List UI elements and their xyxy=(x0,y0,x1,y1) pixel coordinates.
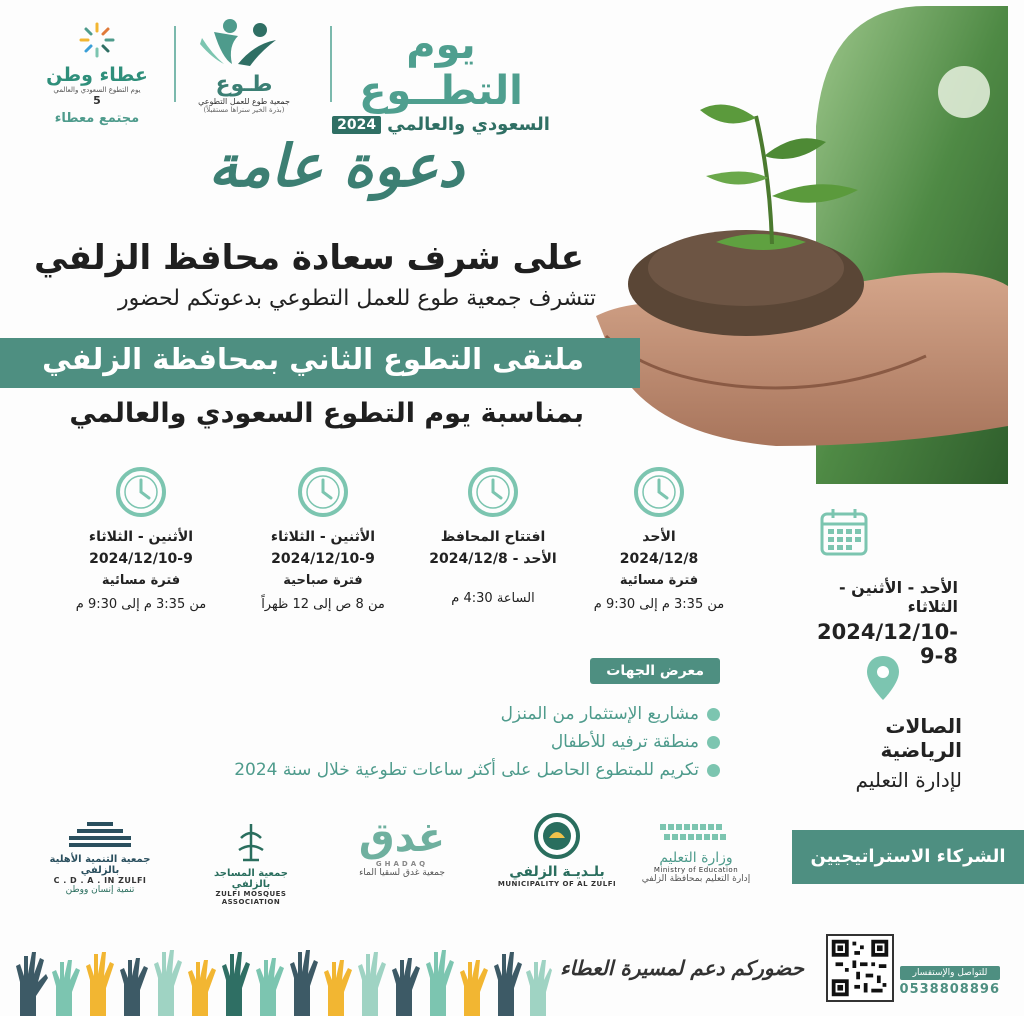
contact-phone[interactable]: 0538808896 xyxy=(899,982,1000,997)
sunburst-icon xyxy=(77,20,117,60)
exhibit-label: معرض الجهات xyxy=(590,658,720,684)
clock-icon xyxy=(633,466,685,518)
ghadaq-logo-text: غدق xyxy=(358,815,446,861)
schedule-day: الأثنين - الثلاثاء xyxy=(270,529,376,545)
footer-slogan: حضوركم دعم لمسيرة العطاء xyxy=(560,956,804,980)
schedule-day: الأحد xyxy=(642,529,676,545)
partner-sub: جمعية غدق لسقيا الماء xyxy=(359,868,445,878)
venue-block xyxy=(802,654,962,792)
partners-label: الشركاء الاستراتيجيين xyxy=(792,830,1024,884)
municipality-emblem-icon xyxy=(533,812,581,860)
exhibit-item-text: مشاريع الإستثمار من المنزل xyxy=(500,704,699,724)
partner-name-en: Ministry of Education xyxy=(653,866,739,874)
schedule-period: فترة مسائية xyxy=(101,573,181,588)
tawa-name: طـوع xyxy=(215,72,273,97)
event-subtitle: السعودي والعالمي xyxy=(387,114,550,135)
venue-name: الصالات الرياضية xyxy=(880,714,962,762)
partner-name: وزارة التعليم xyxy=(659,850,733,866)
schedule-day: الأثنين - الثلاثاء xyxy=(88,529,194,545)
partner-sub: تنمية إنسان ووطن xyxy=(65,885,135,895)
event-title: يوم التطــوع xyxy=(359,22,523,114)
schedule-date: 2024/12/8 xyxy=(619,551,699,567)
calendar-block xyxy=(798,506,958,668)
schedule-item xyxy=(56,466,226,618)
exhibit-item-text: منطقة ترفيه للأطفال xyxy=(550,732,699,752)
mosque-calligraphy-icon xyxy=(231,820,271,864)
hands-plant-image xyxy=(596,6,1008,484)
invitation-title: دعوة عامة xyxy=(208,132,464,200)
partner-logo-moe xyxy=(636,820,756,884)
venue-owner: لإدارة التعليم xyxy=(855,768,962,792)
schedule-time: الساعة 4:30 م xyxy=(451,591,535,606)
occasion-line: بمناسبة يوم التطوع السعودي والعالمي xyxy=(69,398,584,429)
bullet-icon xyxy=(707,708,720,721)
partner-sub: إدارة التعليم بمحافظة الزلفي xyxy=(641,874,751,884)
partner-name: جمعية المساجد بالزلفي xyxy=(214,868,288,890)
partner-name: بلـديـة الزلفي xyxy=(509,864,605,880)
partner-name-en: ZULFI MOSQUES ASSOCIATION xyxy=(215,890,287,906)
list-item xyxy=(120,756,720,784)
schedule-time: من 3:35 م إلى 9:30 م xyxy=(593,597,725,612)
clock-icon xyxy=(297,466,349,518)
ataa-name: عطاء وطن xyxy=(46,64,148,86)
tawa-logo xyxy=(184,18,304,114)
schedule-date: الأحد - 2024/12/8 xyxy=(429,551,557,567)
schedule-time: من 8 ص إلى 12 ظهراً xyxy=(261,597,385,612)
event-title-block xyxy=(326,22,556,135)
schedule-day: افتتاح المحافظ xyxy=(440,529,546,545)
schedule-item xyxy=(408,466,578,612)
invite-line: تتشرف جمعية طوع للعمل التطوعي بدعوتكم لحضور xyxy=(117,286,596,311)
tawa-slogan: (بذرة الخير سنراها مستقبلاً) xyxy=(203,106,285,114)
honor-line: على شرف سعادة محافظ الزلفي xyxy=(33,238,584,278)
location-pin-icon xyxy=(864,654,902,702)
bullet-icon xyxy=(707,736,720,749)
partner-name-en: C . D . A . IN ZULFI xyxy=(53,876,147,885)
schedule-item xyxy=(574,466,744,618)
ataa-desc: يوم التطوع السعودي والعالمي xyxy=(53,86,141,94)
tawa-desc: جمعية طوع للعمل التطوعي xyxy=(198,97,290,106)
event-banner-text: ملتقى التطوع الثاني بمحافظة الزلفي xyxy=(42,342,584,376)
ataa-community: مجتمع معطاء xyxy=(54,111,140,126)
schedule-date: 2024/12/10-9 xyxy=(271,551,375,567)
calendar-dates: 2024/12/10-9-8 xyxy=(817,620,958,668)
schedule-period: فترة صباحية xyxy=(283,573,363,588)
exhibit-item-text: تكريم للمتطوع الحاصل على أكثر ساعات تطوعية خلال سنة 2024 xyxy=(234,760,699,780)
clock-icon xyxy=(467,466,519,518)
partner-logo-mosques xyxy=(196,820,306,906)
partner-name-en: MUNICIPALITY OF AL ZULFI xyxy=(497,880,617,888)
event-year-badge: 2024 xyxy=(332,116,381,134)
ataa-number: 5 xyxy=(93,94,101,107)
list-item xyxy=(120,700,720,728)
bullet-icon xyxy=(707,764,720,777)
header-divider xyxy=(174,26,176,102)
partner-logo-ghadaq xyxy=(332,816,472,878)
ataa-logo xyxy=(34,20,160,126)
tawa-figures-icon xyxy=(194,18,294,68)
partner-name: جمعية التنمية الأهلية بالزلفي xyxy=(49,854,151,876)
raised-hands-decoration xyxy=(14,946,554,1016)
moe-logo-icon xyxy=(656,820,736,846)
clock-icon xyxy=(115,466,167,518)
schedule-date: 2024/12/10-9 xyxy=(89,551,193,567)
calendar-icon xyxy=(818,506,870,558)
partner-logo-municipality xyxy=(492,812,622,888)
qr-code-icon[interactable] xyxy=(826,934,894,1002)
calendar-days: الأحد - الأثنين - الثلاثاء xyxy=(838,578,958,616)
exhibit-list xyxy=(120,700,720,784)
schedule-item xyxy=(238,466,408,618)
partner-name-en: GHADAQ xyxy=(375,860,429,868)
header-divider xyxy=(330,26,332,102)
partner-logo-cda xyxy=(30,820,170,895)
schedule-time: من 3:35 م إلى 9:30 م xyxy=(75,597,207,612)
cda-logo-icon xyxy=(65,820,135,850)
list-item xyxy=(120,728,720,756)
schedule-period: فترة مسائية xyxy=(619,573,699,588)
contact-label: للتواصل والإستفسار xyxy=(900,966,1000,980)
